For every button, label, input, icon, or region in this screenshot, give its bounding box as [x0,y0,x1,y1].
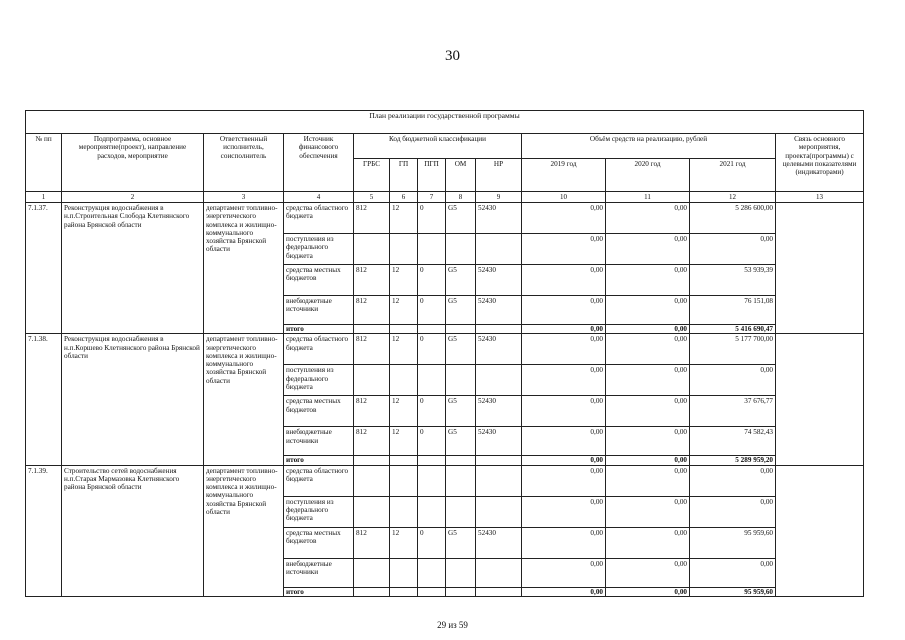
amount-y2021: 76 151,08 [690,296,776,325]
code-empty [390,325,418,334]
header-2020: 2020 год [606,159,690,192]
funding-source: средства областного бюджета [284,465,354,496]
funding-source: поступления из федерального бюджета [284,365,354,396]
header-nr: НР [476,159,522,192]
program-name: Строительство сетей водоснабжения н.п.Старая Мармазовка Клетнянского района Брянской области [62,465,204,596]
code-empty [354,325,390,334]
page-footer: 29 из 59 [437,620,468,630]
total-y2020: 0,00 [606,325,690,334]
code-nr: 52430 [476,334,522,365]
code-nr: 52430 [476,527,522,558]
header-grbs: ГРБС [354,159,390,192]
total-label: итого [284,587,354,596]
indicator-link-cell [776,334,864,465]
responsible-executor: департамент топливно-энергетического комплекса и жилищно-коммунального хозяйства Брянской области [204,203,284,334]
code-grbs: 812 [354,527,390,558]
header-gp: ГП [390,159,418,192]
code-om: G5 [446,427,476,456]
responsible-executor: департамент топливно-энергетического комплекса и жилищно-коммунального хозяйства Брянской области [204,334,284,465]
code-pgp [418,496,446,527]
amount-y2021: 0,00 [690,465,776,496]
code-gp: 12 [390,203,418,234]
table-row [26,334,864,365]
code-gp [390,496,418,527]
funding-source: внебюджетные источники [284,558,354,587]
header-volume-group: Объём средств на реализацию, рублей [522,134,776,159]
amount-y2020: 0,00 [606,234,690,265]
row-number: 7.1.38. [26,334,62,465]
amount-y2020: 0,00 [606,396,690,427]
funding-source: внебюджетные источники [284,427,354,456]
amount-y2020: 0,00 [606,265,690,296]
column-number: 9 [476,192,522,203]
header-pgp: ПГП [418,159,446,192]
amount-y2021: 95 959,60 [690,527,776,558]
code-grbs: 812 [354,296,390,325]
header-2021: 2021 год [690,159,776,192]
amount-y2019: 0,00 [522,265,606,296]
total-y2020: 0,00 [606,456,690,465]
code-grbs [354,465,390,496]
table-title: План реализации государственной программы [26,111,864,134]
code-grbs: 812 [354,427,390,456]
total-y2020: 0,00 [606,587,690,596]
amount-y2021: 0,00 [690,234,776,265]
amount-y2020: 0,00 [606,334,690,365]
amount-y2019: 0,00 [522,496,606,527]
row-number: 7.1.39. [26,465,62,596]
code-om [446,496,476,527]
amount-y2021: 37 676,77 [690,396,776,427]
code-empty [476,456,522,465]
code-empty [354,587,390,596]
amount-y2021: 0,00 [690,365,776,396]
code-nr: 52430 [476,203,522,234]
total-label: итого [284,325,354,334]
table-row [26,203,864,234]
code-empty [354,456,390,465]
code-gp [390,558,418,587]
header-om: ОМ [446,159,476,192]
funding-source: средства областного бюджета [284,203,354,234]
amount-y2019: 0,00 [522,296,606,325]
program-plan-table [25,110,864,597]
code-gp: 12 [390,527,418,558]
program-name: Реконструкция водоснабжения в н.п.Коршево Клетнянского района Брянской области [62,334,204,465]
code-om [446,365,476,396]
amount-y2020: 0,00 [606,496,690,527]
amount-y2020: 0,00 [606,427,690,456]
code-empty [446,456,476,465]
amount-y2020: 0,00 [606,558,690,587]
code-pgp: 0 [418,396,446,427]
code-pgp: 0 [418,334,446,365]
amount-y2019: 0,00 [522,234,606,265]
total-y2019: 0,00 [522,587,606,596]
code-grbs [354,365,390,396]
code-nr: 52430 [476,427,522,456]
code-nr [476,365,522,396]
column-number: 11 [606,192,690,203]
code-grbs: 812 [354,334,390,365]
code-empty [476,325,522,334]
code-om: G5 [446,296,476,325]
program-name: Реконструкция водоснабжения в н.п.Строительная Слобода Клетнянского района Брянской области [62,203,204,334]
code-nr: 52430 [476,265,522,296]
code-pgp [418,558,446,587]
code-gp [390,365,418,396]
code-nr: 52430 [476,396,522,427]
code-gp [390,234,418,265]
amount-y2019: 0,00 [522,527,606,558]
code-om [446,465,476,496]
code-pgp [418,234,446,265]
indicator-link-cell [776,465,864,596]
code-om: G5 [446,265,476,296]
column-number: 6 [390,192,418,203]
code-gp: 12 [390,427,418,456]
amount-y2019: 0,00 [522,558,606,587]
column-number: 5 [354,192,390,203]
amount-y2019: 0,00 [522,396,606,427]
total-y2021: 95 959,60 [690,587,776,596]
header-source: Источник финансового обеспечения [284,134,354,192]
code-pgp: 0 [418,296,446,325]
amount-y2020: 0,00 [606,465,690,496]
total-label: итого [284,456,354,465]
amount-y2019: 0,00 [522,465,606,496]
funding-source: средства местных бюджетов [284,265,354,296]
code-grbs [354,558,390,587]
total-y2019: 0,00 [522,456,606,465]
responsible-executor: департамент топливно-энергетического комплекса и жилищно-коммунального хозяйства Брянской области [204,465,284,596]
code-om [446,558,476,587]
code-grbs: 812 [354,265,390,296]
column-number: 12 [690,192,776,203]
row-number: 7.1.37. [26,203,62,334]
table-row [26,465,864,496]
code-pgp [418,465,446,496]
column-number: 1 [26,192,62,203]
amount-y2021: 0,00 [690,496,776,527]
column-number: 4 [284,192,354,203]
code-om [446,234,476,265]
column-number: 7 [418,192,446,203]
code-om: G5 [446,334,476,365]
code-nr [476,558,522,587]
code-om: G5 [446,203,476,234]
funding-source: средства местных бюджетов [284,396,354,427]
code-empty [446,325,476,334]
header-link: Связь основного мероприятия, проекта(программы) с целевыми показателями (индикаторами) [776,134,864,192]
total-y2021: 5 416 690,47 [690,325,776,334]
header-code-group: Код бюджетной классификации [354,134,522,159]
amount-y2021: 53 939,39 [690,265,776,296]
funding-source: внебюджетные источники [284,296,354,325]
code-om: G5 [446,396,476,427]
code-pgp: 0 [418,427,446,456]
amount-y2020: 0,00 [606,296,690,325]
indicator-link-cell [776,203,864,334]
code-gp: 12 [390,396,418,427]
amount-y2019: 0,00 [522,427,606,456]
amount-y2021: 5 177 700,00 [690,334,776,365]
code-gp: 12 [390,334,418,365]
code-empty [418,587,446,596]
code-nr [476,465,522,496]
column-number: 8 [446,192,476,203]
code-grbs: 812 [354,203,390,234]
amount-y2020: 0,00 [606,527,690,558]
code-empty [446,587,476,596]
funding-source: поступления из федерального бюджета [284,234,354,265]
total-y2019: 0,00 [522,325,606,334]
code-empty [418,456,446,465]
code-gp [390,465,418,496]
code-grbs [354,234,390,265]
header-program: Подпрограмма, основное мероприятие(проект), направление расходов, мероприятие [62,134,204,192]
amount-y2021: 74 582,43 [690,427,776,456]
total-y2021: 5 289 959,20 [690,456,776,465]
page-number: 30 [445,48,460,64]
column-number: 13 [776,192,864,203]
code-pgp: 0 [418,527,446,558]
column-number: 3 [204,192,284,203]
code-pgp: 0 [418,265,446,296]
code-pgp: 0 [418,203,446,234]
code-empty [418,325,446,334]
code-empty [390,587,418,596]
code-gp: 12 [390,265,418,296]
code-om: G5 [446,527,476,558]
code-nr [476,234,522,265]
code-gp: 12 [390,296,418,325]
code-pgp [418,365,446,396]
amount-y2021: 5 286 600,00 [690,203,776,234]
amount-y2021: 0,00 [690,558,776,587]
column-number: 2 [62,192,204,203]
funding-source: средства местных бюджетов [284,527,354,558]
header-no: № пп [26,134,62,192]
header-2019: 2019 год [522,159,606,192]
code-empty [390,456,418,465]
code-empty [476,587,522,596]
amount-y2019: 0,00 [522,203,606,234]
column-number: 10 [522,192,606,203]
amount-y2019: 0,00 [522,365,606,396]
funding-source: поступления из федерального бюджета [284,496,354,527]
funding-source: средства областного бюджета [284,334,354,365]
amount-y2020: 0,00 [606,203,690,234]
header-responsible: Ответственный исполнитель, соисполнитель [204,134,284,192]
code-grbs: 812 [354,396,390,427]
amount-y2019: 0,00 [522,334,606,365]
amount-y2020: 0,00 [606,365,690,396]
code-nr: 52430 [476,296,522,325]
code-grbs [354,496,390,527]
code-nr [476,496,522,527]
